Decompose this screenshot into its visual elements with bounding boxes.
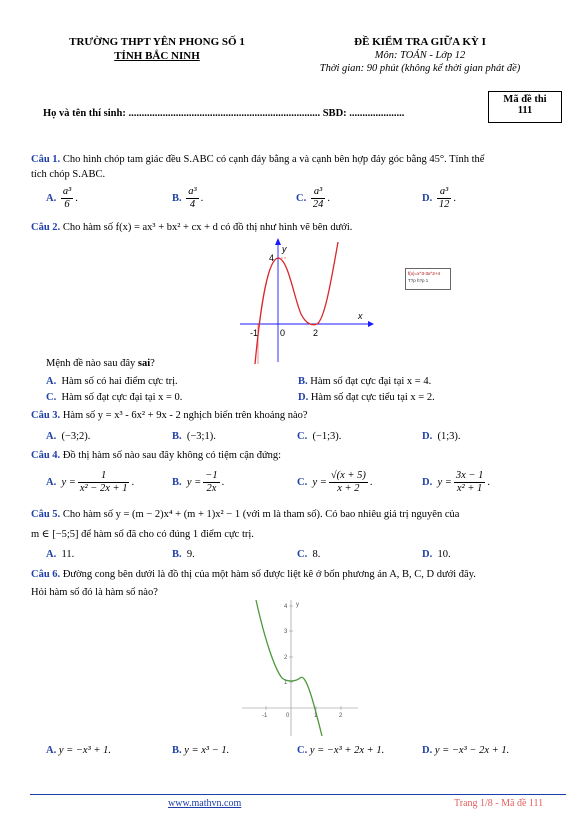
tick-label: 2 [339,713,343,719]
question-2 [31,222,566,233]
option-key: C. [297,431,308,442]
option-num: a³ [437,186,452,199]
option-den: x² − 2x + 1 [79,483,128,494]
tick-label: 4 [269,253,275,263]
legend-entry: f(x)=x^3-3x^2+4 [408,271,440,276]
option-c[interactable]: C. $\frac{\text{a³}}{24}$ . [296,186,330,210]
question-label: Câu 2. [31,222,61,233]
tick-label: 0 [286,713,290,719]
option-text: 8. [312,549,321,560]
option-num: 1 [78,470,130,483]
option-key: B. [172,192,182,204]
province-name: TỈNH BẮC NINH [114,50,200,62]
x-axis-arrow [368,321,374,327]
option-key: D. [422,745,433,756]
option-den: x + 2 [337,483,360,494]
question-label: Câu 3. [31,410,61,421]
option-key: C. [297,476,308,488]
question-text: Cho hàm số y = (m − 2)x⁴ + (m + 1)x² − 1 (với m là tham số). Có bao nhiêu giá trị nguyên của [62,509,460,520]
option-key: A. [46,745,57,756]
question-label: Câu 4. [31,450,61,461]
question-text: Hàm số y = x³ - 6x² + 9x - 2 nghịch biến trên khoảng nào? [62,410,308,421]
question-3 [31,410,566,421]
option-key: D. [422,476,433,488]
question-5 [31,505,566,545]
option-b[interactable] [172,745,229,756]
option-text: 11. [61,549,75,560]
question-text: tích chóp S.ABC. [31,169,106,180]
footer-divider [30,794,566,795]
tick-label: 1 [284,680,288,686]
tick-label: 2 [284,655,288,661]
school-name: TRƯỜNG THPT YÊN PHONG SỐ 1 [69,36,245,48]
prompt-text: Mệnh đề nào sau đây [46,358,138,369]
option-c[interactable] [297,745,384,756]
option-key: C. [297,549,308,560]
option-a[interactable] [46,745,111,756]
question-label: Câu 6. [31,569,61,580]
option-c[interactable] [297,549,320,560]
option-key: C. [297,745,308,756]
option-a[interactable] [46,549,74,560]
q1-options [46,186,566,214]
option-num: a³ [62,186,72,197]
tick-label: -1 [250,328,259,338]
option-d[interactable] [422,745,509,756]
option-key: C. [296,192,307,204]
option-text: (−3;1). [186,431,216,442]
option-key: D. [422,192,433,204]
option-key: B. [172,549,182,560]
y-axis-label: y [282,244,287,254]
option-key: D. [422,549,433,560]
student-info-line: Họ và tên thí sinh: ......................................................................... SBD: ..................... [43,108,405,119]
exam-code-box [488,91,562,123]
question-1 [31,152,566,182]
option-pre: y = [312,476,327,488]
option-c[interactable] [46,392,182,403]
option-pre: y = [61,476,76,488]
tick-label: 3 [284,629,288,635]
option-pre: y = [437,476,452,488]
q2-graph [238,238,374,364]
option-c[interactable]: C. y = $\frac{√(x + 5)}{x + 2}$ . [297,470,373,494]
option-a[interactable]: A. y = $\frac{1}{\text{x² − 2x + 1}}$ . [46,470,135,494]
option-key: A. [46,549,57,560]
option-text: Hàm số đạt cực tiểu tại x = 2. [310,392,435,403]
option-text: y = −x³ − 2x + 1. [434,745,510,756]
tick-label: 0 [280,328,286,338]
tick-label: 1 [314,713,318,719]
option-key: A. [46,431,57,442]
option-num: −1 [205,470,218,481]
option-c[interactable] [297,431,341,442]
footer-page-number: Trang 1/8 - Mã đề 111 [454,798,544,809]
option-text: y = −x³ + 2x + 1. [309,745,385,756]
option-key: A. [46,476,57,488]
option-text: y = x³ − 1. [184,745,230,756]
option-text: Hàm số đạt cực đại tại x = 0. [61,392,183,403]
prompt-emphasis: sai [137,358,151,369]
question-text: Đồ thị hàm số nào sau đây không có tiệm cận đứng: [62,450,282,461]
option-den: 12 [438,199,450,210]
option-text: (−3;2). [61,431,91,442]
q2-curve [255,242,338,364]
exam-time: Thời gian: 90 phút (không kể thời gian phát đề) [319,63,521,74]
legend-entry: T?p h?p 1 [408,278,429,283]
exam-code: 111 [517,105,533,116]
option-num: √(x + 5) [330,470,366,481]
option-key: C. [46,392,57,403]
option-num: a³ [311,186,326,199]
option-b[interactable] [298,376,431,387]
tick-label: 2 [313,328,319,338]
option-b[interactable]: B. y = $\frac{-1}{2x}$ . [172,470,225,494]
option-num: a³ [188,186,197,197]
option-key: D. [298,392,309,403]
question-4 [31,450,566,461]
exam-subject: Môn: TOÁN - Lớp 12 [374,50,466,61]
question-text: m ∈ [−5;5] để hàm số đã cho có đúng 1 điểm cực trị. [31,529,254,540]
question-text: Cho hình chóp tam giác đều S.ABC có cạnh đáy bằng a và cạnh bên hợp đáy góc bằng 45°. Tính thể [62,154,485,165]
option-key: A. [46,192,57,204]
x-axis-label: x [358,311,363,321]
option-den: 24 [312,199,324,210]
option-text: Hàm số có hai điểm cực trị. [61,376,178,387]
option-d[interactable] [422,431,461,442]
question-label: Câu 5. [31,509,61,520]
option-text: Hàm số đạt cực đại tại x = 4. [310,376,432,387]
option-a[interactable] [46,376,178,387]
y-axis-label: y [296,602,299,608]
option-text: 9. [186,549,195,560]
option-key: B. [172,476,182,488]
option-text: (−1;3). [312,431,342,442]
option-key: B. [172,745,182,756]
option-text: y = −x³ + 1. [58,745,111,756]
tick-label: -1 [262,713,268,719]
option-b[interactable] [172,431,216,442]
option-b[interactable]: B. $\frac{\text{a³}}{4}$ . [172,186,204,210]
option-d[interactable]: D. y = $\frac{3x - 1}{\text{x² + 1}}$ . [422,470,490,494]
q6-graph [242,596,360,738]
option-text: (1;3). [437,431,461,442]
option-key: A. [46,376,57,387]
q2-prompt [46,358,155,369]
option-key: B. [298,376,308,387]
option-d[interactable]: D. $\frac{\text{a³}}{12}$ . [422,186,456,210]
option-key: B. [172,431,182,442]
option-num: 3x − 1 [455,470,484,481]
question-text: Đường cong bên dưới là đồ thị của một hàm số được liệt kê ở bốn phương án A, B, C, D dưới đây. [62,569,476,580]
y-axis-arrow [275,238,281,245]
option-den: 6 [64,199,70,210]
option-b[interactable] [172,549,195,560]
option-den: 4 [189,199,196,210]
graph-legend [405,268,451,290]
option-den: x² + 1 [456,483,483,494]
question-text: Cho hàm số f(x) = ax³ + bx² + cx + d có đồ thị như hình vẽ bên dưới. [62,222,353,233]
exam-title: ĐỀ KIỂM TRA GIỮA KỲ I [354,36,486,48]
option-den: 2x [206,483,217,494]
footer-website-link[interactable]: www.mathvn.com [168,798,242,809]
option-pre: y = [186,476,202,488]
option-d[interactable] [298,392,435,403]
option-a[interactable]: A. $\frac{\text{a³}}{6}$ . [46,186,78,210]
option-key: D. [422,431,433,442]
option-text: 10. [437,549,451,560]
prompt-text: ? [150,358,155,369]
question-label: Câu 1. [31,154,61,165]
question-text: Hỏi hàm số đó là hàm số nào? [31,587,158,598]
option-d[interactable] [422,549,451,560]
exam-code-label: Mã đề thi [503,94,547,105]
tick-label: 4 [284,604,288,610]
q4-options [46,470,566,500]
option-a[interactable] [46,431,90,442]
